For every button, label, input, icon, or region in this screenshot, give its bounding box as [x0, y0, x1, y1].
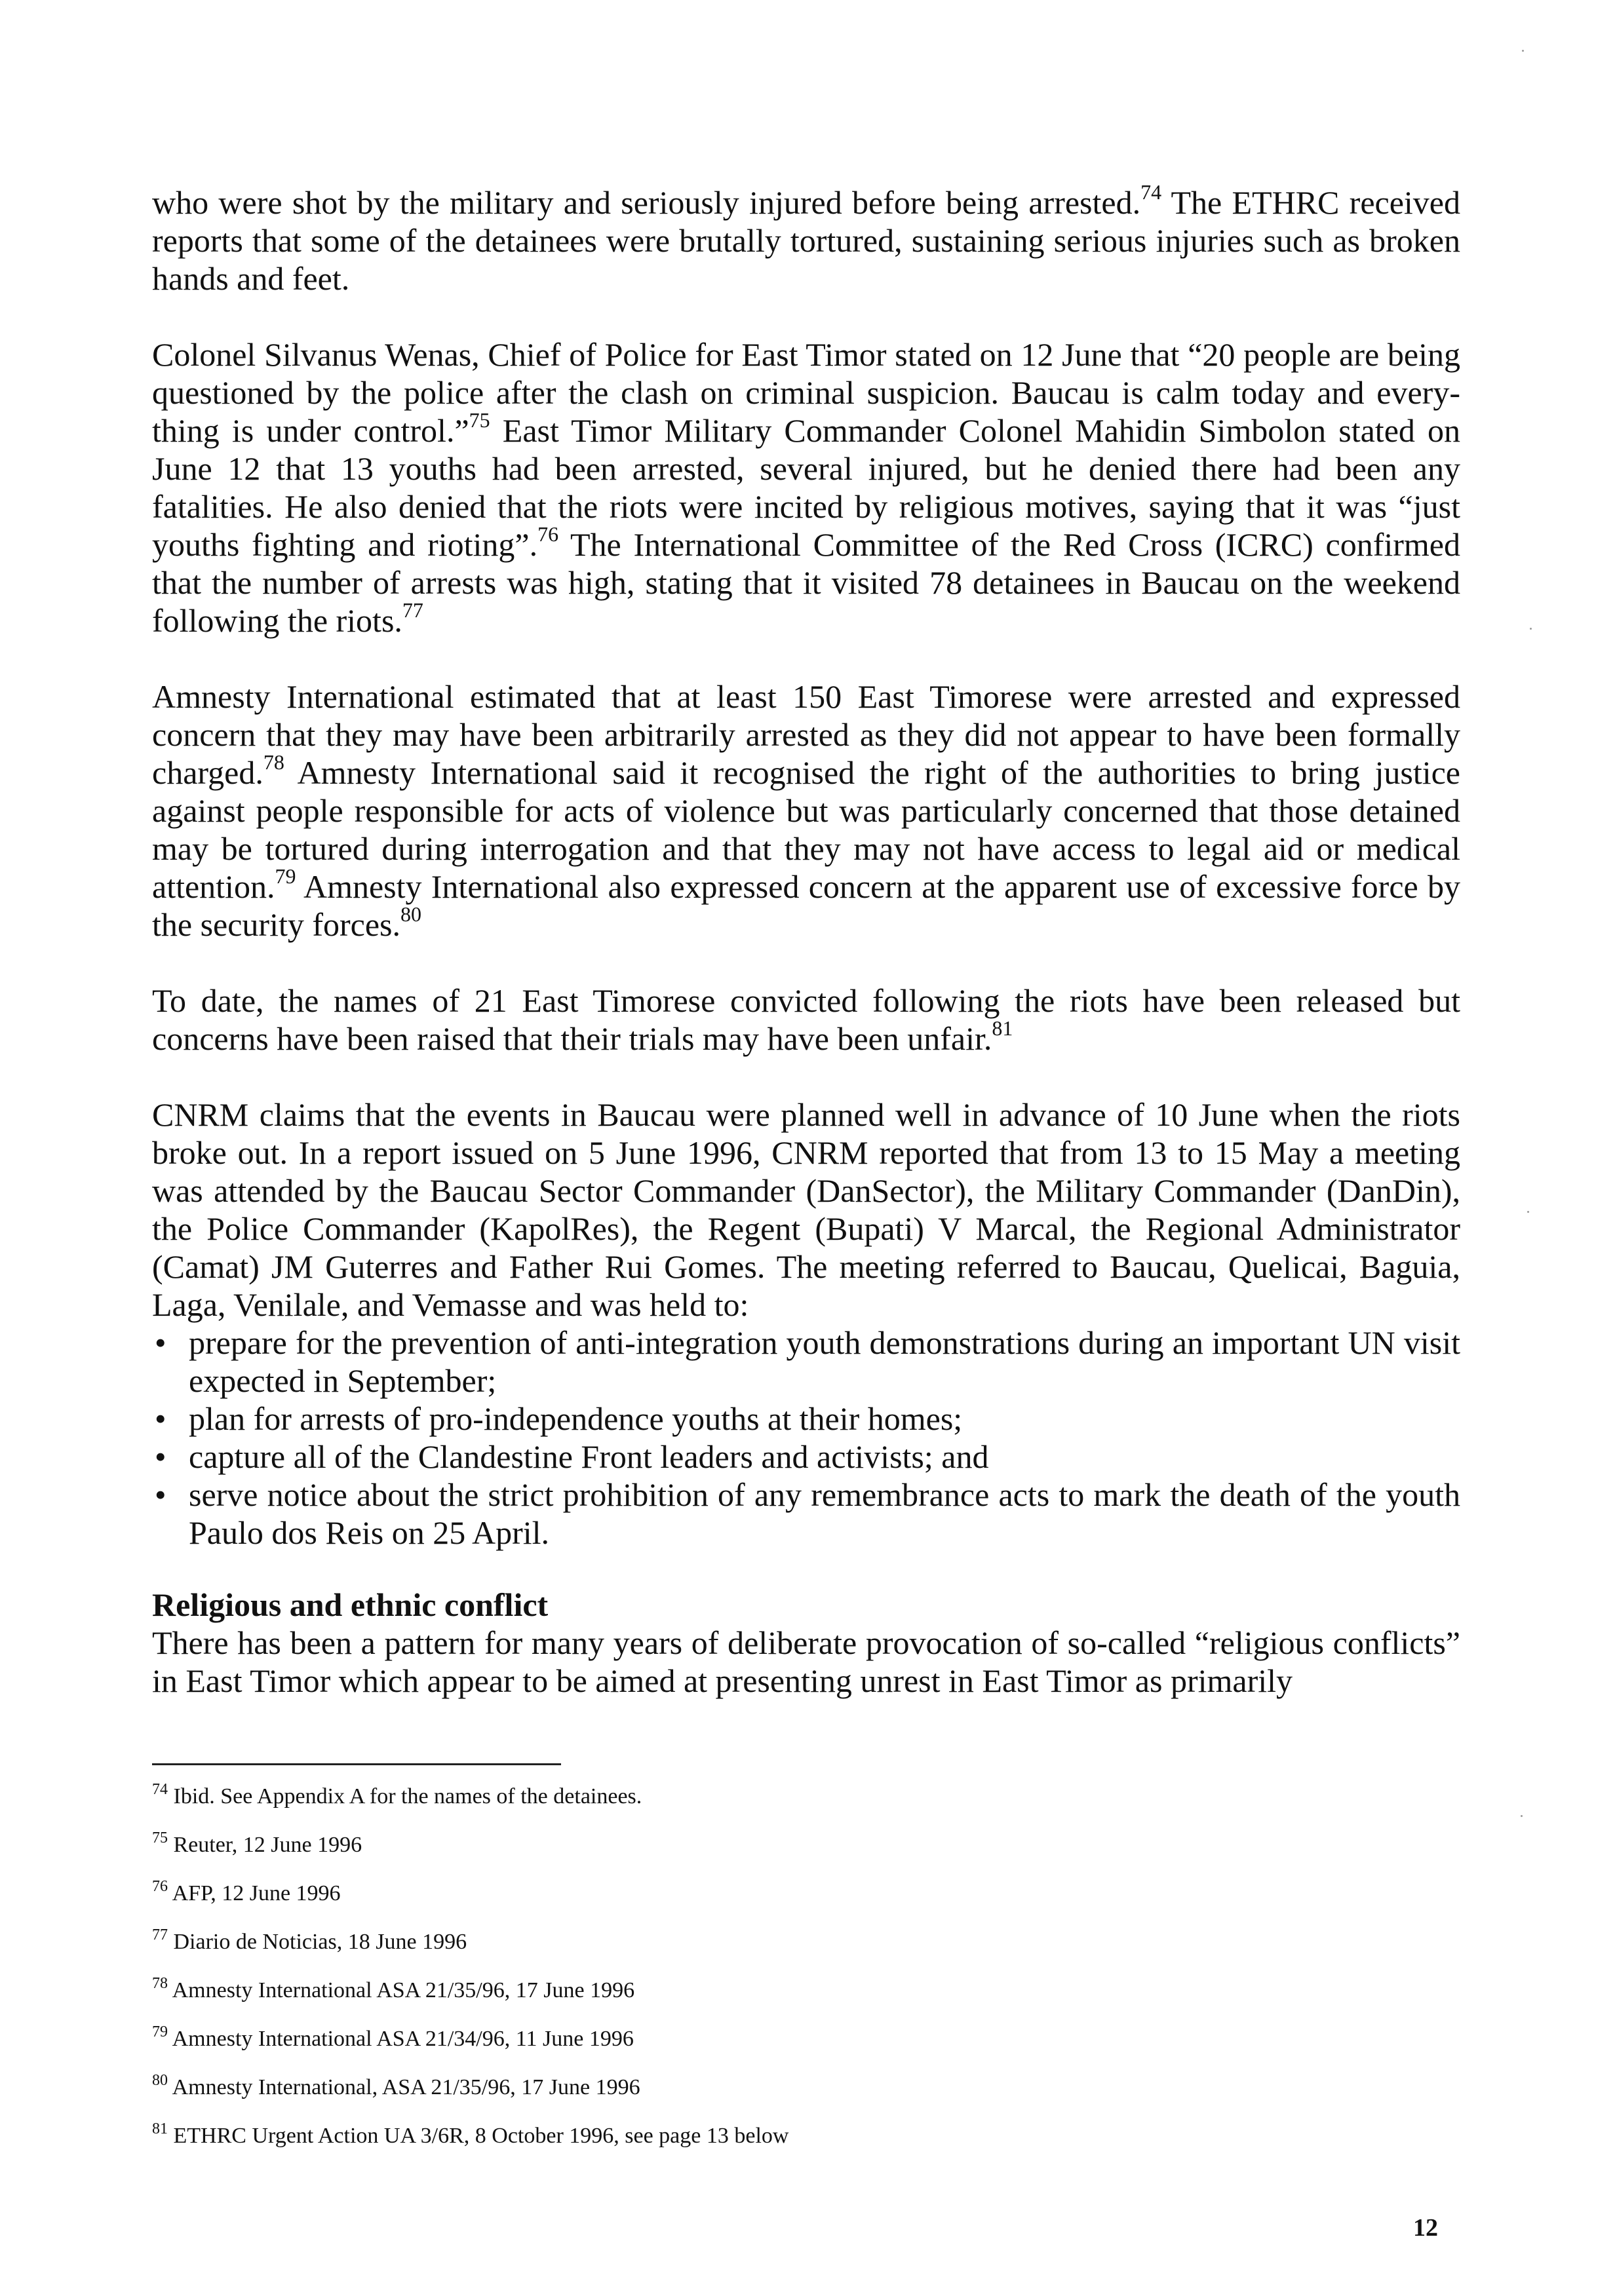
- footnote-78: $^{78}$ Amnesty International ASA 21/35/96, 17 June 1996: [152, 1975, 635, 2002]
- footnote-ref-74: 74: [1140, 180, 1162, 204]
- footnote-ref-76: 76: [537, 522, 559, 546]
- footnote-79: $^{79}$ Amnesty International ASA 21/34/96, 11 June 1996: [152, 2023, 634, 2051]
- scan-speck: [1530, 628, 1532, 630]
- bullet-icon: •: [155, 1400, 166, 1437]
- paragraph-police-statement: Colonel Silvanus Wenas, Chief of Police for East Timor stated on 12 June that “20 people are being questioned by the police after the clash on criminal suspicion. Baucau is calm today and every-thing is under control.”$^{75}$ East Timor Military Commander Colonel Mahidin Simbolon stated on June 12 that 13 youths had been arrested, several injured, but he denied there had been any fatalities. He also denied that the riots were incited by religious motives, saying that it was “just youths fighting and rioting”.$^{76}$ The International Committee of the Red Cross (ICRC) confirmed that the number of arrests was high, stating that it visited 78 detainees in Baucau on the weekend following the riots.$^{77}$: [152, 336, 1460, 639]
- bullet-icon: •: [155, 1476, 166, 1513]
- footnote-77: $^{77}$ Diario de Noticias, 18 June 1996: [152, 1926, 467, 1954]
- paragraph-detainees-injured: who were shot by the military and seriously injured before being arrested.$^{74}$ The ETHRC received reports that some of the detainees were brutally tortured, sustaining serious injuries such as broken hands and feet.: [152, 180, 1460, 297]
- section-heading: Religious and ethnic conflict: [152, 1586, 549, 1623]
- footnote-ref-80: 80: [400, 902, 422, 926]
- footnote-80: $^{80}$ Amnesty International, ASA 21/35/96, 17 June 1996: [152, 2072, 640, 2099]
- footnote-81: $^{81}$ ETHRC Urgent Action UA 3/6R, 8 October 1996, see page 13 below: [152, 2120, 789, 2148]
- list-item: • prepare for the prevention of anti-integration youth demonstrations during an important UN visit expected in September;: [155, 1324, 1460, 1399]
- footnote-ref-75: 75: [469, 408, 490, 432]
- scan-speck: [1522, 50, 1524, 52]
- bullet-icon: •: [155, 1324, 166, 1361]
- footnote-ref-81: 81: [992, 1016, 1013, 1040]
- footnote-divider: [152, 1763, 561, 1765]
- paragraph-convictions: To date, the names of 21 East Timorese convicted following the riots have been released but concerns have been raised that their trials may have been unfair.$^{81}$: [152, 982, 1460, 1057]
- paragraph-religious-conflict: There has been a pattern for many years of deliberate provocation of so-called “religious conflicts” in East Timor which appear to be aimed at presenting unrest in East Timor as primarily: [152, 1624, 1460, 1699]
- scan-speck: [1521, 1815, 1523, 1817]
- list-item: • serve notice about the strict prohibition of any remembrance acts to mark the death of the youth Paulo dos Reis on 25 April.: [155, 1476, 1460, 1551]
- footnote-ref-78: 78: [263, 750, 284, 774]
- footnote-ref-79: 79: [275, 864, 296, 888]
- footnote-76: $^{76}$ AFP, 12 June 1996: [152, 1878, 341, 1905]
- document-body: [152, 180, 1460, 1738]
- list-item: • plan for arrests of pro-independence youths at their homes;: [155, 1400, 963, 1437]
- list-item: • capture all of the Clandestine Front leaders and activists; and: [155, 1438, 989, 1475]
- paragraph-amnesty-concern: Amnesty International estimated that at least 150 East Timorese were arrested and expressed concern that they may have been arbitrarily arrested as they did not appear to have been formally charged.$^{78}$ Amnesty International said it recognised the right of the authorities to bring justice against people responsible for acts of violence but was particularly concerned that those detained may be tortured during interrogation and that they may not have access to legal aid or medical attention.$^{79}$ Amnesty International also expressed concern at the apparent use of excessive force by the security forces.$^{80}$: [152, 678, 1460, 943]
- scan-speck: [1527, 1211, 1529, 1213]
- footnote-74: $^{74}$ Ibid. See Appendix A for the names of the detainees.: [152, 1781, 642, 1808]
- page-number: 12: [1413, 2214, 1438, 2242]
- bullet-icon: •: [155, 1438, 166, 1475]
- footnote-ref-77: 77: [402, 598, 423, 622]
- meeting-purposes-list: [152, 1324, 1460, 1552]
- footnote-75: $^{75}$ Reuter, 12 June 1996: [152, 1829, 362, 1857]
- paragraph-cnrm-claims: CNRM claims that the events in Baucau were planned well in advance of 10 June when the riots broke out. In a report issued on 5 June 1996, CNRM reported that from 13 to 15 May a meeting was attended by the Baucau Sector Commander (DanSector), the Military Commander (DanDin), the Police Commander (KapolRes), the Regent (Bupati) V Marcal, the Regional Administrator (Camat) JM Guterres and Father Rui Gomes. The meeting referred to Baucau, Quelicai, Baguia, Laga, Venilale, and Vemasse and was held to:: [152, 1096, 1460, 1323]
- footnotes: [152, 1781, 1460, 2172]
